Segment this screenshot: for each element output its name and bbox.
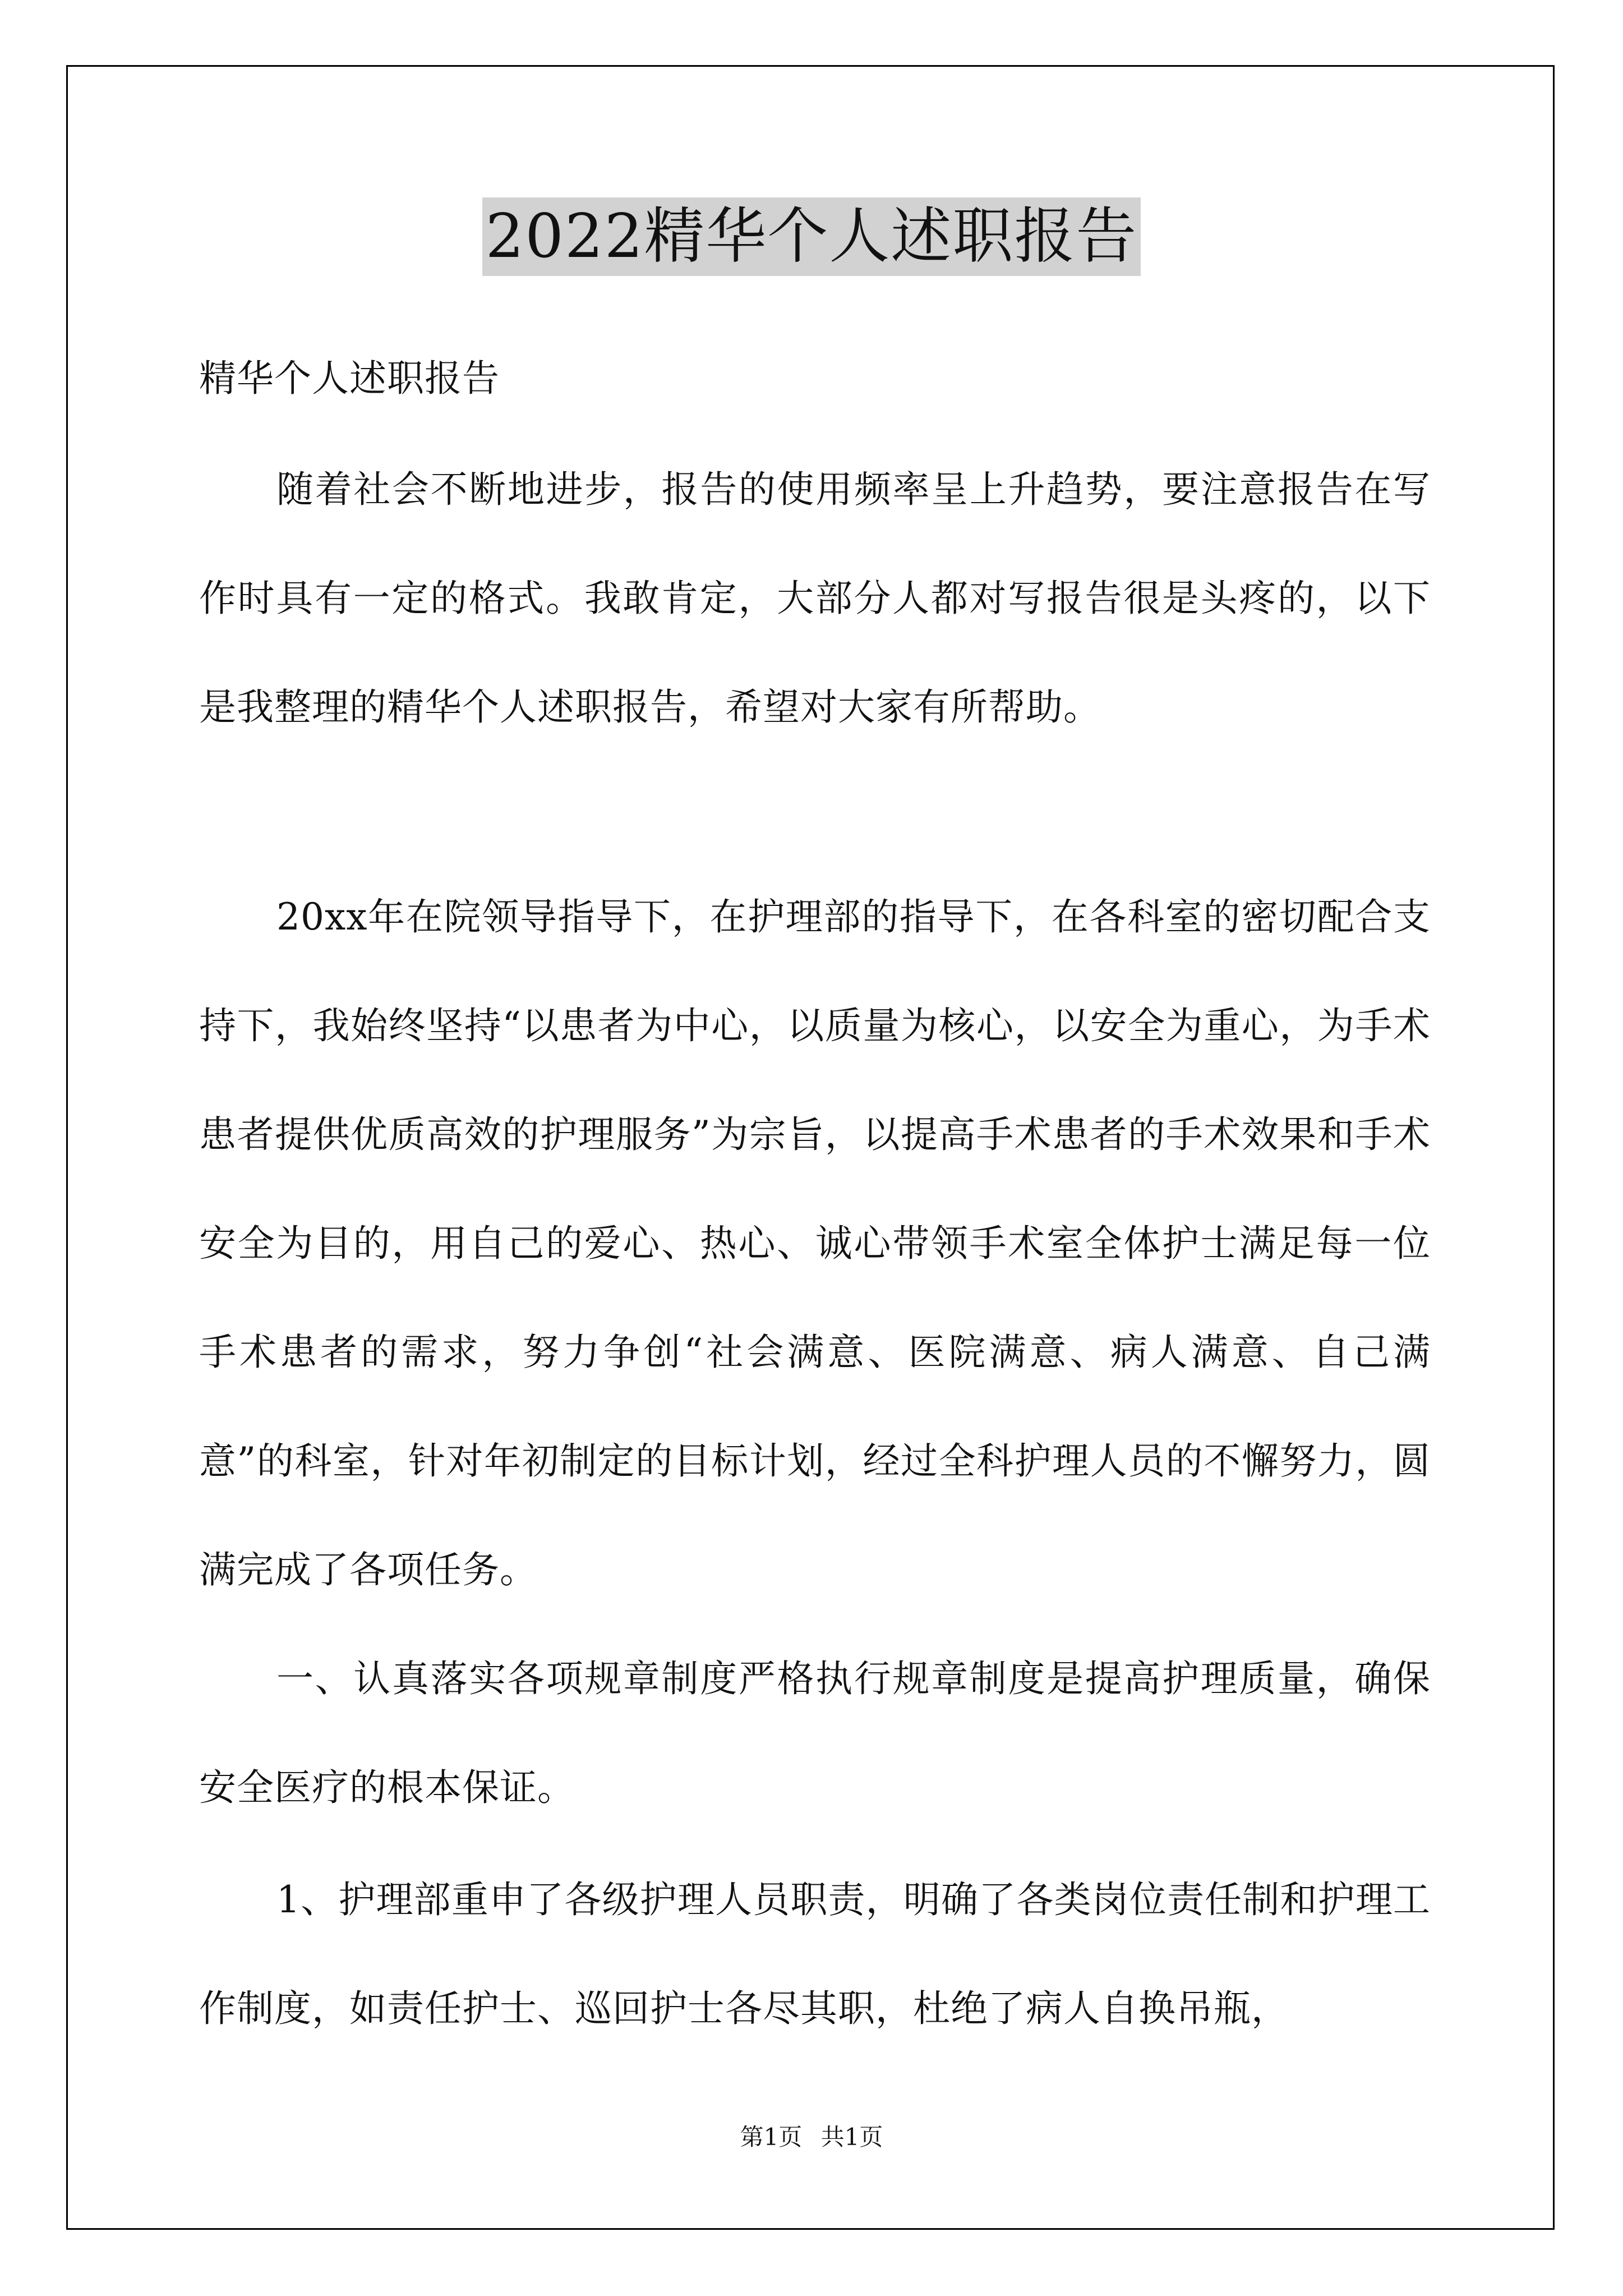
paragraph-summary: 20xx年在院领导指导下，在护理部的指导下，在各科室的密切配合支持下，我始终坚持“以患者为中心，以质量为核心，以安全为重心，为手术患者提供优质高效的护理服务”为宗旨，以提高手术患者的手术效果和手术安全为目的，用自己的爱心、热心、诚心带领手术室全体护士满足每一位手术患者的需求，努力争创“社会满意、医院满意、病人满意、自己满意”的科室，针对年初制定的目标计划，经过全科护理人员的不懈努力，圆满完成了各项任务。 bbox=[199, 895, 1431, 1591]
page-number: 第1页 bbox=[740, 2123, 803, 2151]
page-footer bbox=[0, 2120, 1623, 2154]
page-total: 共1页 bbox=[820, 2123, 883, 2151]
paragraph-section-one: 一、认真落实各项规章制度严格执行规章制度是提高护理质量，确保安全医疗的根本保证。 bbox=[199, 1657, 1431, 1809]
paragraph-item-one: 1、护理部重申了各级护理人员职责，明确了各类岗位责任制和护理工作制度，如责任护士、巡回护士各尽其职，杜绝了病人自换吊瓶， bbox=[199, 1878, 1431, 2030]
title-container bbox=[0, 197, 1623, 276]
document-title: 2022精华个人述职报告 bbox=[482, 197, 1141, 276]
document-subtitle: 精华个人述职报告 bbox=[199, 357, 500, 400]
paragraph-intro: 随着社会不断地进步，报告的使用频率呈上升趋势，要注意报告在写作时具有一定的格式。我敢肯定，大部分人都对写报告很是头疼的，以下是我整理的精华个人述职报告，希望对大家有所帮助。 bbox=[199, 468, 1431, 729]
